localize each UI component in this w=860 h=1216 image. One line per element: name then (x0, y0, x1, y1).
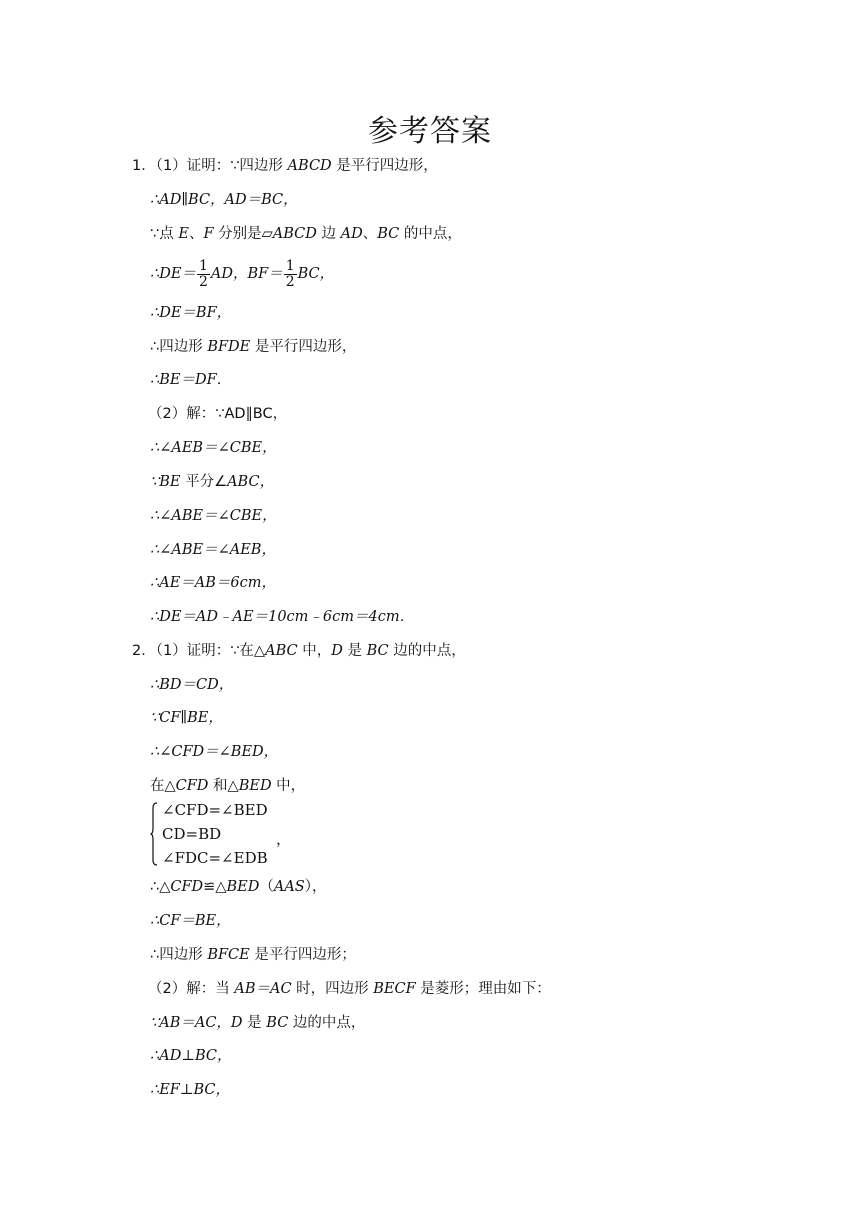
q2-line-3: ∵CF∥BE， (150, 710, 223, 726)
q1-line-14: ∴DE＝AD﹣AE＝10cm﹣6cm＝4cm． (150, 609, 415, 625)
left-brace-icon (150, 802, 158, 866)
q2-line-8: ∴四边形 BFCE 是平行四边形； (150, 947, 356, 963)
q1-line-12: ∴∠ABE＝∠AEB， (150, 542, 276, 558)
q1-line-10: ∵BE 平分∠ABC， (150, 474, 275, 490)
fraction-half: $\frac{1}{2}$ (198, 257, 208, 290)
q2-line-10: ∵AB＝AC，D 是 BC 边的中点， (150, 1015, 366, 1031)
q2-line-11: ∴AD⊥BC， (150, 1048, 232, 1064)
q2-part-2: （2）解：当 AB＝AC 时，四边形 BECF 是菱形；理由如下： (148, 981, 551, 997)
page-title: 参考答案 (368, 114, 492, 149)
q2-line-7: ∴CF＝BE， (150, 913, 231, 929)
q2-line-6: ∴△CFD≌△BED（AAS）， (150, 879, 327, 895)
q1-line-6: ∴四边形 BFDE 是平行四边形， (150, 339, 357, 355)
q1-line-7: ∴BE＝DF． (150, 372, 232, 388)
fraction-half: $\frac{1}{2}$ (285, 257, 295, 290)
q2-line-1: 2．（1）证明：∵在△ABC 中，D 是 BC 边的中点， (132, 643, 466, 659)
q2-line-2: ∴BD＝CD， (150, 677, 234, 693)
system-row-1: ∠CFD=∠BED (162, 801, 268, 819)
q1-number: 1． (132, 158, 156, 174)
q1-line-9: ∴∠AEB＝∠CBE， (150, 440, 277, 456)
q2-line-5: 在△CFD 和△BED 中， (150, 778, 306, 794)
q1-line-4: ∴DE＝ $\frac{1}{2}$ AD，BF＝ $\frac{1}{2}$ BC， (150, 257, 335, 290)
q2-line-4: ∴∠CFD＝∠BED， (150, 744, 279, 760)
q1-line-1: 1．（1）证明：∵四边形 ABCD 是平行四边形， (132, 158, 438, 174)
system-row-3: ∠FDC=∠EDB (162, 849, 268, 867)
q2-number: 2． (132, 643, 156, 659)
q1-line-5: ∴DE＝BF， (150, 305, 232, 321)
q1-line-11: ∴∠ABE＝∠CBE， (150, 508, 277, 524)
q1-line-2: ∴AD∥BC，AD＝BC， (150, 192, 298, 208)
q1-part-2: （2）解：∵AD∥BC， (148, 406, 288, 422)
q1-line-13: ∴AE＝AB＝6cm， (150, 575, 277, 591)
system-comma: ， (276, 830, 292, 848)
q2-line-12: ∴EF⊥BC， (150, 1082, 231, 1098)
system-row-2: CD=BD (162, 825, 222, 843)
q1-line-3: ∵点 E、F 分别是▱ABCD 边 AD、BC 的中点， (150, 226, 462, 242)
